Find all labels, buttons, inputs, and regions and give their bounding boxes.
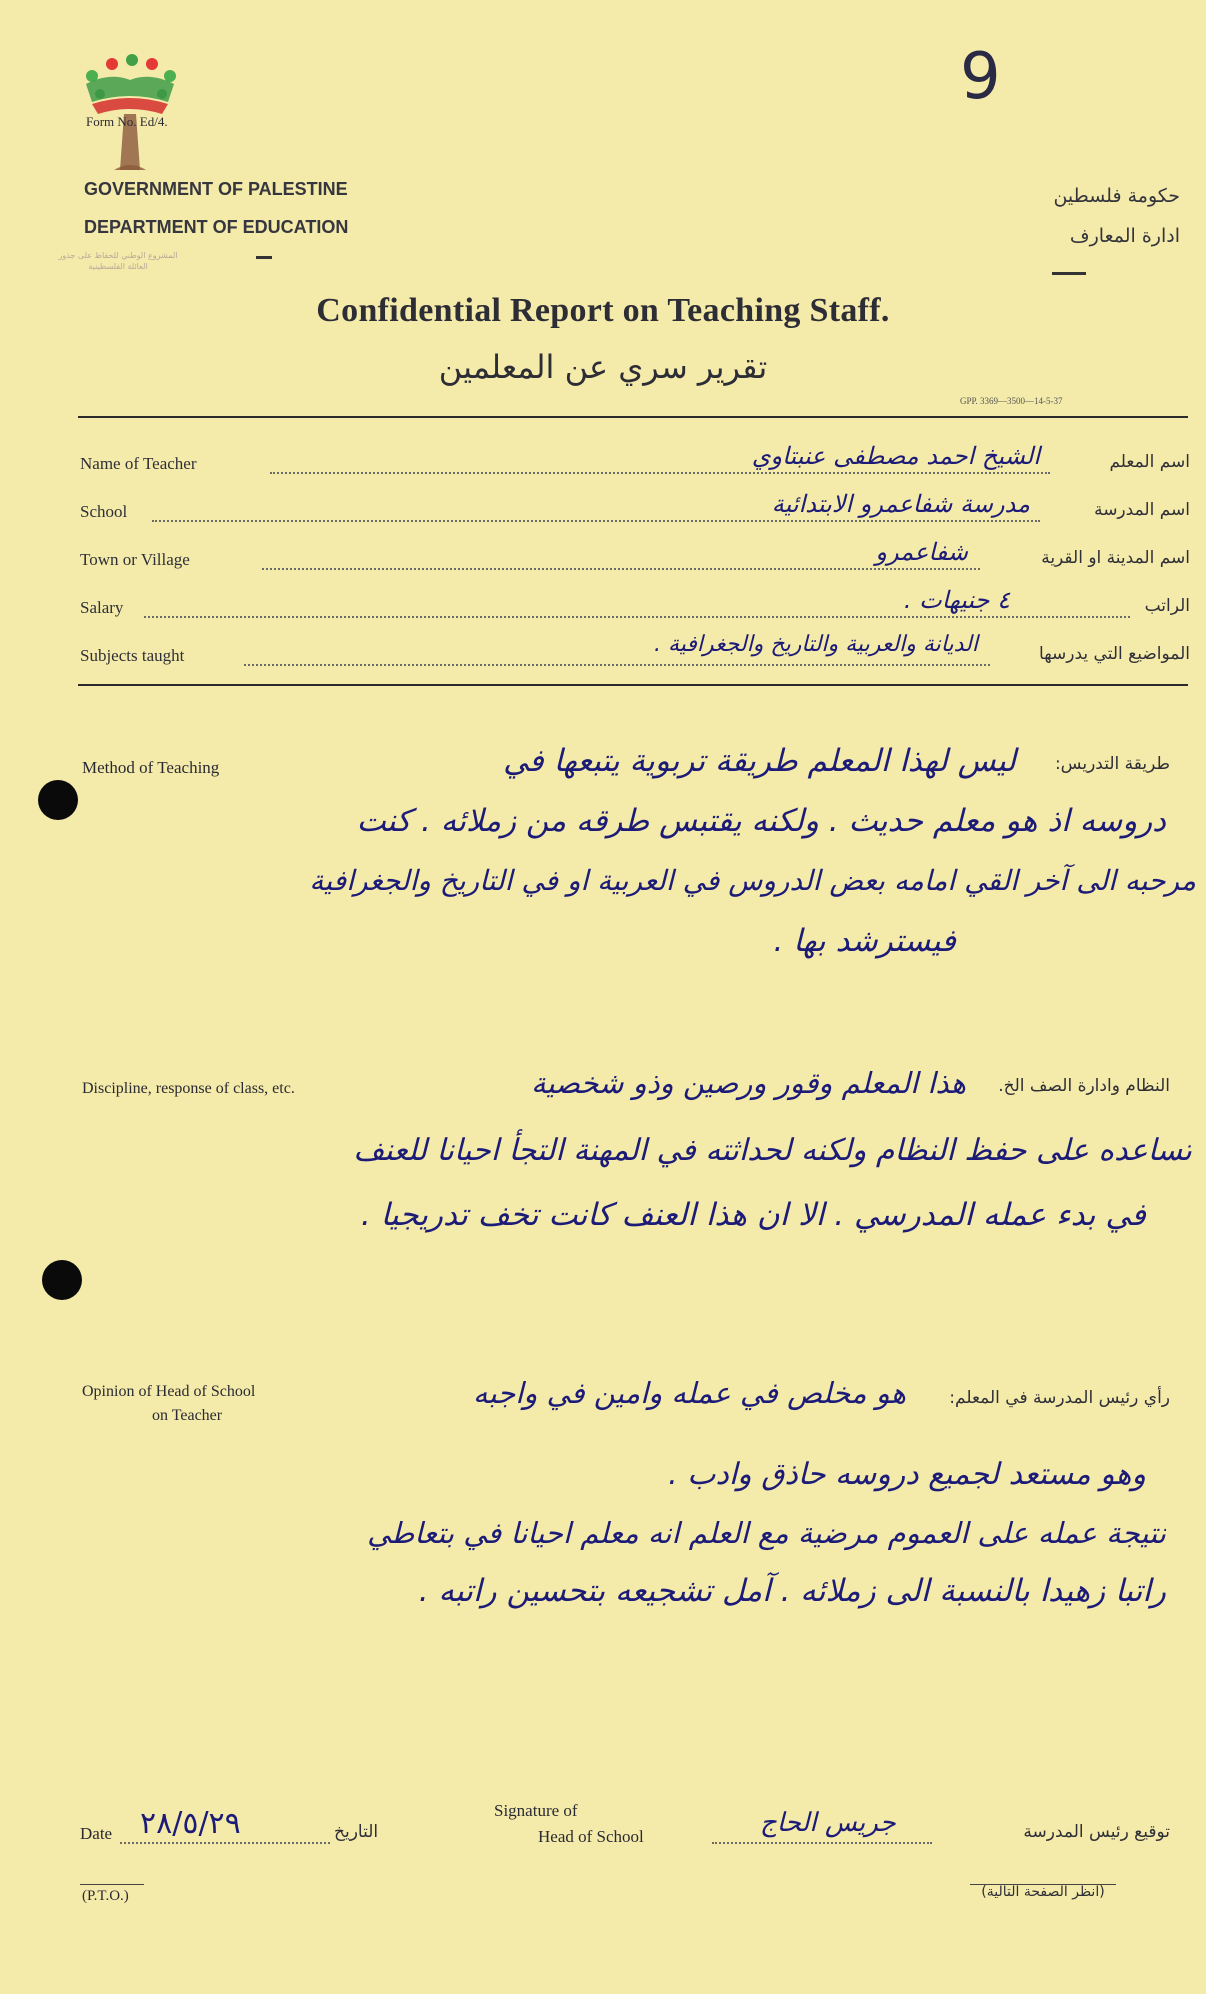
pto-label-ar: (انظر الصفحة التالية) bbox=[981, 1884, 1105, 1900]
field-label: Town or Village bbox=[80, 550, 190, 569]
discipline-label: Discipline, response of class, etc. bbox=[82, 1080, 295, 1097]
field-value: ٤ جنيهات . bbox=[903, 586, 1010, 614]
method-label-ar: طريقة التدريس: bbox=[1054, 754, 1170, 774]
page-number: 9 bbox=[960, 40, 1001, 114]
field-label-ar: اسم المعلم bbox=[1109, 452, 1190, 472]
field-label-ar: الراتب bbox=[1144, 596, 1190, 616]
method-line: دروسه اذ هو معلم حديث . ولكنه يقتبس طرقه من زملائه . كنت bbox=[356, 803, 1166, 839]
gpp-code: GPP. 3369—3500—14-5-37 bbox=[960, 396, 1063, 406]
header-ar-dash bbox=[1052, 272, 1086, 275]
signature-label-ar: توقيع رئيس المدرسة bbox=[1023, 1822, 1170, 1842]
logo-caption: المشروع الوطني للحفاظ على جذور العائلة الفلسطينية bbox=[58, 251, 178, 271]
signature-label bbox=[494, 1798, 644, 1850]
fields-top-rule bbox=[78, 416, 1188, 418]
field-value: شفاعمرو bbox=[875, 538, 968, 566]
date-label-ar: التاريخ bbox=[334, 1822, 379, 1842]
field-label-ar: اسم المدينة او القرية bbox=[1041, 548, 1190, 568]
field-value: مدرسة شفاعمرو الابتدائية bbox=[771, 490, 1030, 518]
opinion-line: هو مخلص في عمله وامين في واجبه bbox=[473, 1376, 906, 1410]
opinion-label bbox=[82, 1380, 255, 1428]
discipline-label-ar: النظام وادارة الصف الخ. bbox=[998, 1076, 1170, 1096]
header-ar bbox=[880, 176, 1180, 256]
opinion-label-line2: on Teacher bbox=[152, 1407, 223, 1424]
field-label: Salary bbox=[80, 598, 124, 617]
punch-hole bbox=[42, 1260, 82, 1300]
dotted-line bbox=[244, 664, 990, 666]
opinion-label-ar: رأي رئيس المدرسة في المعلم: bbox=[949, 1388, 1170, 1408]
discipline-line: هذا المعلم وقور ورصين وذو شخصية bbox=[531, 1066, 966, 1100]
field-label: School bbox=[80, 502, 128, 521]
field-value: الديانة والعربية والتاريخ والجغرافية . bbox=[653, 632, 978, 657]
opinion-line: وهو مستعد لجميع دروسه حاذق وادب . bbox=[668, 1457, 1146, 1492]
department-title: DEPARTMENT OF EDUCATION bbox=[84, 217, 349, 237]
header-en-dash bbox=[256, 256, 272, 259]
field-label-ar: اسم المدرسة bbox=[1094, 500, 1190, 520]
field-school bbox=[80, 490, 1190, 530]
field-salary bbox=[80, 586, 1190, 626]
fields-bottom-rule bbox=[78, 684, 1188, 686]
signature-value: جريس الحاج bbox=[760, 1808, 896, 1838]
field-label: Name of Teacher bbox=[80, 454, 197, 473]
department-title-ar: ادارة المعارف bbox=[1069, 225, 1180, 247]
discipline-line: تساعده على حفظ النظام ولكنه لحداثته في المهنة التجأ احيانا للعنف bbox=[353, 1133, 1192, 1168]
field-value: الشيخ احمد مصطفى عنبتاوي bbox=[751, 442, 1040, 470]
field-label-ar: المواضيع التي يدرسها bbox=[1039, 644, 1190, 664]
method-line: فيسترشد بها . bbox=[773, 923, 956, 959]
government-title-ar: حكومة فلسطين bbox=[1053, 185, 1180, 207]
date-value: ٢٨/٥/٢٩ bbox=[140, 1806, 241, 1841]
pto-label: (P.T.O.) bbox=[82, 1888, 129, 1904]
method-label: Method of Teaching bbox=[82, 758, 220, 777]
dotted-line bbox=[262, 568, 980, 570]
method-line: ليس لهذا المعلم طريقة تربوية يتبعها في bbox=[503, 743, 1016, 779]
government-title: GOVERNMENT OF PALESTINE bbox=[84, 179, 348, 199]
opinion-line: راتبا زهيدا بالنسبة الى زملائه . آمل تشجيعه بتحسين راتبه . bbox=[418, 1573, 1166, 1609]
opinion-line: نتيجة عمله على العموم مرضية مع العلم انه معلم احيانا في بتعاطي bbox=[367, 1516, 1166, 1550]
form-number: Form No. Ed/4. bbox=[86, 114, 168, 129]
dotted-line bbox=[144, 616, 1130, 618]
dotted-line bbox=[712, 1842, 932, 1844]
report-title: Confidential Report on Teaching Staff. bbox=[316, 292, 890, 329]
punch-hole bbox=[38, 780, 78, 820]
field-name-of-teacher bbox=[80, 442, 1190, 482]
discipline-line: في بدء عمله المدرسي . الا ان هذا العنف كانت تخف تدريجيا . bbox=[360, 1197, 1146, 1233]
date-label: Date bbox=[80, 1824, 113, 1843]
header-en bbox=[84, 170, 348, 246]
report-title-ar: تقرير سري عن المعلمين bbox=[438, 348, 768, 386]
dotted-line bbox=[120, 1842, 330, 1844]
field-label: Subjects taught bbox=[80, 646, 185, 665]
field-town-or-village bbox=[80, 538, 1190, 578]
field-subjects-taught bbox=[80, 632, 1190, 674]
opinion-label-line1: Opinion of Head of School bbox=[82, 1383, 256, 1400]
signature-label-line1: Signature of bbox=[494, 1801, 578, 1820]
dotted-line bbox=[270, 472, 1050, 474]
signature-label-line2: Head of School bbox=[538, 1827, 644, 1846]
footer-rule-left bbox=[80, 1884, 144, 1885]
dotted-line bbox=[152, 520, 1040, 522]
method-line: مرحبه الى آخر القي امامه بعض الدروس في العربية او في التاريخ والجغرافية bbox=[309, 864, 1196, 897]
